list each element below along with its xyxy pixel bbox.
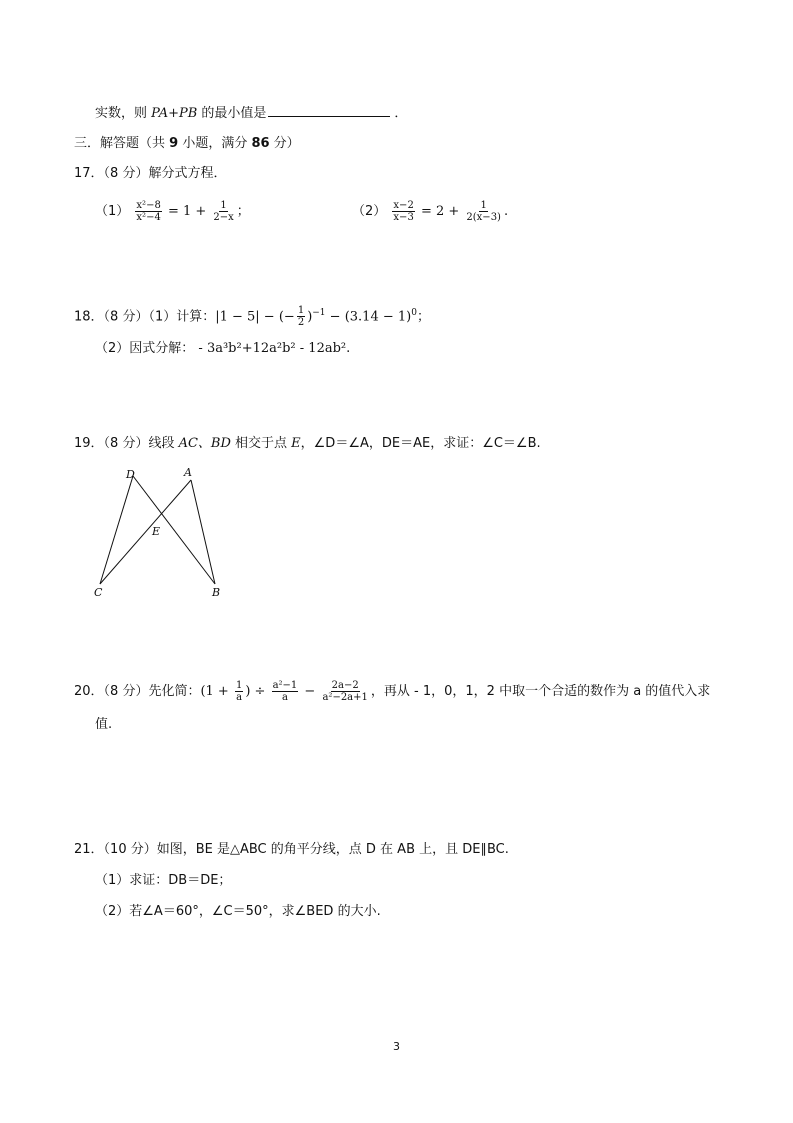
q17-p2-num: x−2 bbox=[393, 200, 414, 211]
q17-part2 bbox=[352, 200, 508, 223]
section-score: 86 bbox=[251, 136, 270, 151]
q18-head: 18．（8 分）（1）计算： bbox=[74, 309, 216, 325]
label-B: B bbox=[212, 586, 221, 599]
q20-head: 20．（8 分）先化简： bbox=[74, 684, 201, 699]
section-prefix: 三．解答题（共 bbox=[74, 136, 170, 151]
q17-p1-num: x²−8 bbox=[136, 200, 161, 211]
q18-p2-label: （2）因式分解： bbox=[95, 341, 195, 356]
q17-p2-mid: = 2 + bbox=[416, 204, 464, 219]
q19-mid: 相交于点 bbox=[230, 436, 292, 451]
section-3-heading bbox=[74, 135, 300, 153]
q17-p2-frac-left bbox=[392, 200, 414, 223]
q18-part1 bbox=[74, 304, 430, 328]
label-E: E bbox=[152, 525, 161, 538]
answer-blank[interactable] bbox=[268, 104, 390, 117]
q17-p1-den: x²−4 bbox=[136, 212, 161, 223]
q16-end: ． bbox=[394, 106, 408, 121]
q20-f2n: a²−1 bbox=[272, 680, 298, 691]
q17-p2-den: x−3 bbox=[393, 212, 414, 223]
q21-part2 bbox=[95, 903, 381, 921]
q16-text-post: 的最小值是 bbox=[197, 106, 267, 121]
q19-pt: E bbox=[291, 436, 301, 451]
q19-cond: ，∠D＝∠A，DE＝AE，求证：∠C＝∠B. bbox=[300, 436, 541, 451]
q20-tail: ，再从 - 1，0，1，2 中取一个合适的数作为 a 的值代入求 bbox=[370, 684, 711, 699]
label-D: D bbox=[126, 468, 135, 481]
q20-minus: − bbox=[300, 684, 320, 699]
q19-figure bbox=[88, 462, 238, 607]
q20-frac2 bbox=[272, 680, 299, 703]
q17-p2-fnum: 1 bbox=[480, 200, 487, 211]
q21-head: 21．（10 分）如图，BE 是△ABC 的角平分线，点 D 在 AB 上，且 DE∥BC. bbox=[74, 842, 509, 857]
q20-f1d: a bbox=[236, 692, 243, 703]
section-suffix: 分） bbox=[269, 136, 300, 151]
label-A: A bbox=[184, 466, 192, 479]
q20-rp: ) bbox=[245, 684, 251, 699]
q18-exp2: 0 bbox=[411, 308, 417, 318]
q18-expr5: ； bbox=[416, 309, 430, 325]
q17-p2-frac-right bbox=[465, 200, 502, 223]
q20-f1n: 1 bbox=[235, 680, 243, 691]
q18-part2 bbox=[95, 340, 350, 358]
q16-text-pre: 实数，则 bbox=[95, 106, 152, 121]
q17-p1-fnum: 1 bbox=[220, 200, 227, 211]
q20-f3d: a²−2a+1 bbox=[322, 692, 368, 703]
q20-frac3 bbox=[321, 680, 368, 703]
segment-AC bbox=[100, 480, 191, 584]
q18-exp1: −1 bbox=[312, 308, 326, 318]
q20-lp: (1 + bbox=[200, 684, 233, 699]
section-mid: 小题，满分 bbox=[178, 136, 252, 151]
q20-div: ÷ bbox=[250, 684, 270, 699]
q17-heading bbox=[74, 165, 226, 183]
q17-p1-end: ； bbox=[236, 204, 250, 219]
q19-seg: AC、BD bbox=[178, 436, 231, 451]
q21-part1 bbox=[95, 872, 231, 890]
q17-p2-fden: 2(x−3) bbox=[466, 212, 501, 223]
q20-line2 bbox=[95, 716, 112, 734]
q21-p1: （1）求证：DB＝DE； bbox=[95, 873, 232, 888]
q18-expr1: |1 − 5| − bbox=[215, 309, 279, 325]
q18-half-frac bbox=[297, 305, 305, 328]
q16-tail bbox=[95, 104, 407, 123]
q17-p1-label: （1） bbox=[95, 204, 130, 219]
q18-half-num: 1 bbox=[297, 305, 305, 317]
q19-pre: 19．（8 分）线段 bbox=[74, 436, 179, 451]
q20-line2-text: 值. bbox=[95, 717, 113, 732]
q18-expr2: (− bbox=[278, 309, 295, 325]
q17-part1 bbox=[95, 200, 250, 223]
q20-f3n: 2a−2 bbox=[331, 680, 359, 691]
q18-expr4: − (3.14 − 1) bbox=[325, 309, 412, 325]
label-C: C bbox=[94, 586, 103, 599]
q17-p2-end: . bbox=[503, 204, 509, 219]
q18-p2-expr: - 3a³b²+12a²b² - 12ab². bbox=[194, 341, 351, 356]
segment-DC bbox=[100, 476, 133, 584]
q18-half-den: 2 bbox=[297, 317, 305, 329]
q18-expr3: ) bbox=[307, 309, 313, 325]
q20-line1 bbox=[74, 680, 710, 703]
q17-head-text: 17．（8 分）解分式方程． bbox=[74, 166, 227, 181]
q17-p1-frac-right bbox=[212, 200, 234, 223]
q21-heading bbox=[74, 841, 509, 859]
section-count: 9 bbox=[169, 136, 179, 151]
q20-f2d: a bbox=[281, 692, 288, 703]
q16-expr: PA+PB bbox=[151, 106, 198, 121]
page-number: 3 bbox=[393, 1040, 400, 1053]
q17-p1-mid: = 1 + bbox=[163, 204, 211, 219]
q19-heading bbox=[74, 435, 541, 453]
q21-p2: （2）若∠A＝60°，∠C＝50°，求∠BED 的大小. bbox=[95, 904, 381, 919]
q20-frac1 bbox=[235, 680, 243, 703]
q17-p2-label: （2） bbox=[352, 204, 387, 219]
q17-p1-frac-left bbox=[135, 200, 161, 223]
q17-p1-fden: 2−x bbox=[213, 212, 234, 223]
